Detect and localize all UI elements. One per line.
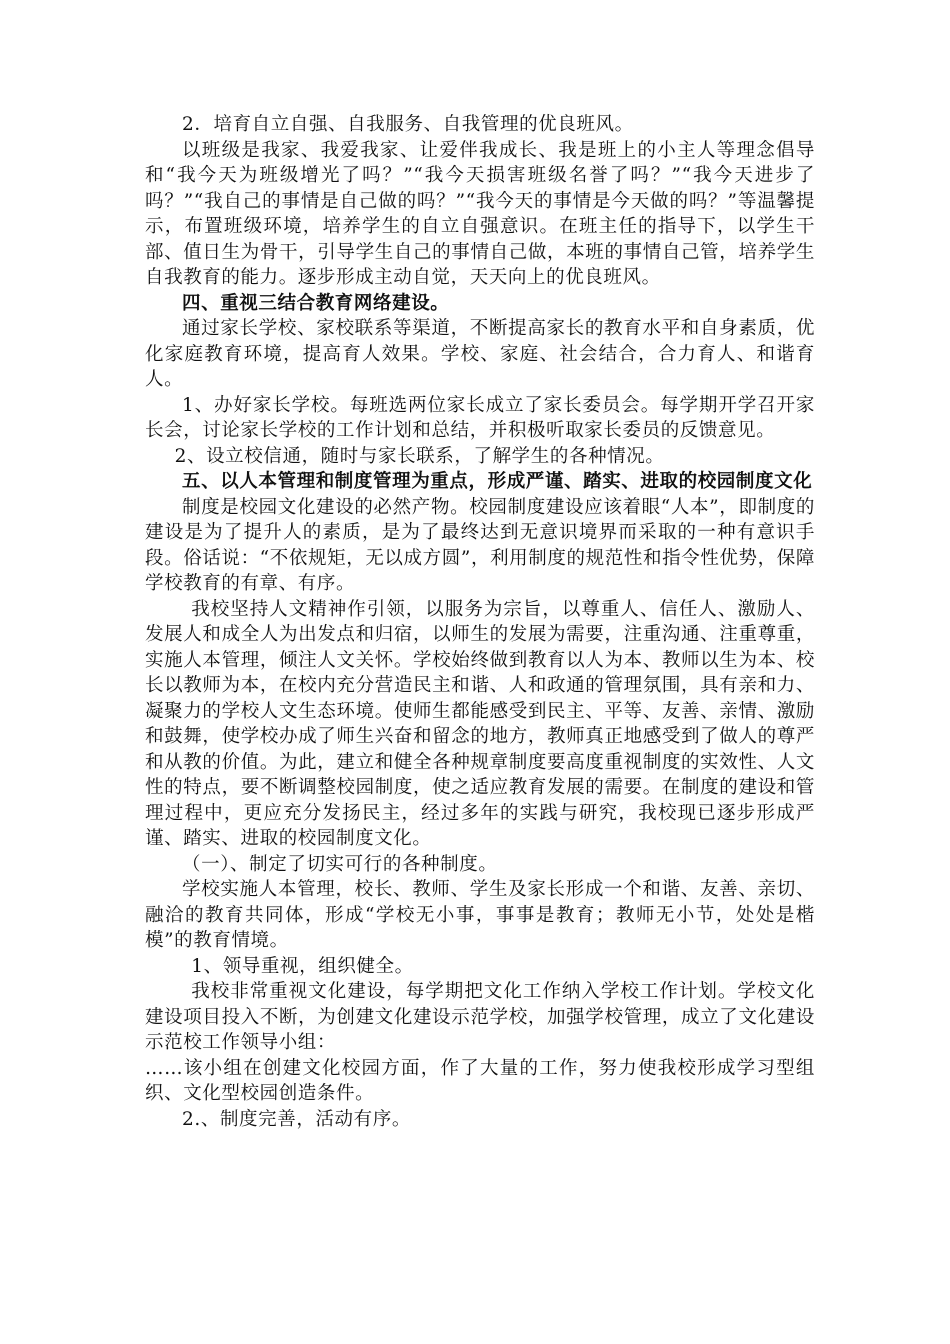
- paragraph-11: 我校非常重视文化建设，每学期把文化工作纳入学校工作计划。学校文化建设项目投入不断，为创建文化建设示范学校，加强学校管理，成立了文化建设示范校工作领导小组：: [145, 981, 815, 1053]
- paragraph-13: 2.、制度完善，活动有序。: [182, 1108, 411, 1130]
- paragraph-4: 1、办好家长学校。每班选两位家长成立了家长委员会。每学期开学召开家长会，讨论家长学校的工作计划和总结，并积极听取家长委员的反馈意见。: [145, 394, 815, 441]
- paragraph-12: ……该小组在创建文化校园方面，作了大量的工作，努力使我校形成学习型组织、文化型校园创造条件。: [145, 1057, 815, 1104]
- paragraph-2: 以班级是我家、我爱我家、让爱伴我成长、我是班上的小主人等理念倡导和“我今天为班级增光了吗？”“我今天损害班级名誉了吗？”“我今天进步了吗？”“我自己的事情是自己做的吗？”“我今天的事情是今天做的吗？”等温馨提示，布置班级环境，培养学生的自立自强意识。在班主任的指导下，以学生干部、值日生为骨干，引导学生自己的事情自己做，本班的事情自己管，培养学生自我教育的能力。逐步形成主动自觉，天天向上的优良班风。: [145, 139, 815, 288]
- paragraph-6: 制度是校园文化建设的必然产物。校园制度建设应该着眼“人本”，即制度的建设是为了提升人的素质，是为了最终达到无意识境界而采取的一种有意识手段。俗话说：“不依规矩，无以成方圆”，利用制度的规范性和指令性优势，保障学校教育的有章、有序。: [145, 496, 815, 594]
- document-body: [145, 112, 815, 1132]
- paragraph-7: 我校坚持人文精神作引领，以服务为宗旨，以尊重人、信任人、激励人、发展人和成全人为出发点和归宿，以师生的发展为需要，注重沟通、注重尊重，实施人本管理，倾注人文关怀。学校始终做到教育以人为本、教师以生为本、校长以教师为本，在校内充分营造民主和谐、人和政通的管理氛围，具有亲和力、凝聚力的学校人文生态环境。使师生都能感受到民主、平等、友善、亲情、激励和鼓舞，使学校办成了师生兴奋和留念的地方，教师真正地感受到了做人的尊严和从教的价值。为此，建立和健全各种规章制度要高度重视制度的实效性、人文性的特点，要不断调整校园制度，使之适应教育发展的需要。在制度的建设和管理过程中，更应充分发扬民主，经过多年的实践与研究，我校现已逐步形成严谨、踏实、进取的校园制度文化。: [145, 598, 815, 849]
- paragraph-9: 学校实施人本管理，校长、教师、学生及家长形成一个和谐、友善、亲切、融洽的教育共同体，形成“学校无小事，事事是教育；教师无小节，处处是楷模”的教育情境。: [145, 879, 815, 951]
- section-heading-5: 五、以人本管理和制度管理为重点，形成严谨、踏实、进取的校园制度文化: [182, 471, 813, 492]
- paragraph-8: （一）、制定了切实可行的各种制度。: [182, 853, 498, 875]
- paragraph-5: 2、设立校信通，随时与家长联系，了解学生的各种情况。: [174, 445, 665, 467]
- paragraph-3: 通过家长学校、家校联系等渠道，不断提高家长的教育水平和自身素质，优化家庭教育环境，提高育人效果。学校、家庭、社会结合，合力育人、和谐育人。: [145, 318, 815, 390]
- section-heading-4: 四、重视三结合教育网络建设。: [182, 292, 450, 314]
- paragraph-10: 1、领导重视，组织健全。: [191, 955, 414, 977]
- paragraph-1: 2．培育自立自强、自我服务、自我管理的优良班风。: [182, 114, 634, 135]
